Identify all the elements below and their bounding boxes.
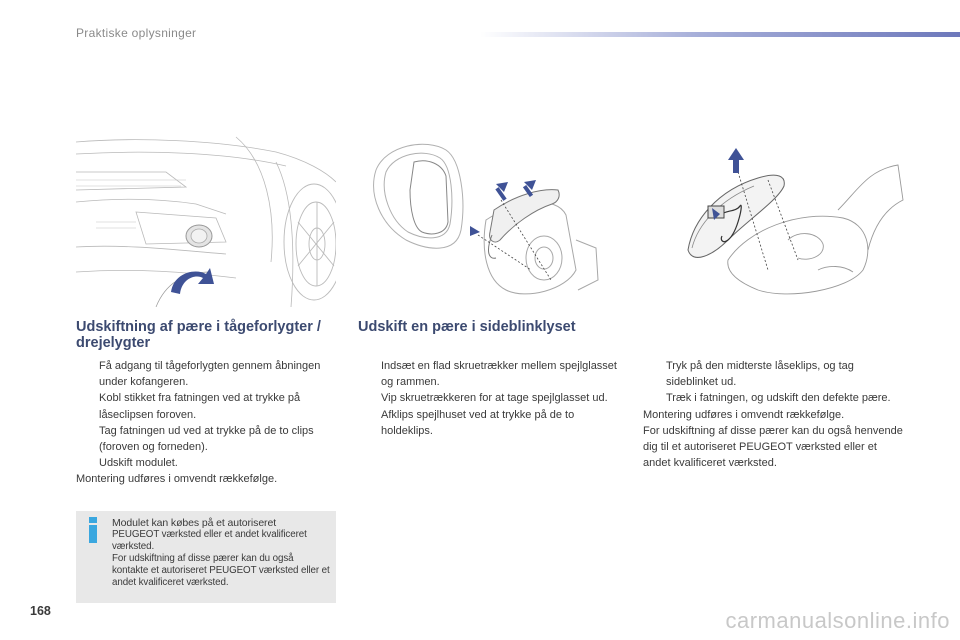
instruction-step: Afklips spejlhuset ved at trykke på de to holdeklips. (381, 408, 575, 437)
instruction-step: Træk i fatningen, og udskift den defekte pære. (666, 392, 891, 405)
side-indicator-heading: Udskift en pære i sideblinklyset (358, 319, 576, 335)
side-indicator-instructions-a (358, 358, 624, 439)
fog-lamp-instructions (76, 358, 338, 488)
instruction-step: Vip skruetrækkeren for at tage spejlglasset ud. (381, 392, 608, 405)
instruction-step: Indsæt en flad skruetrækker mellem spejlglasset og rammen. (381, 360, 617, 389)
side-indicator-illustration (668, 140, 908, 305)
info-icon (87, 517, 99, 543)
instruction-step: Få adgang til tågeforlygten gennem åbningen under kofangeren. (99, 360, 321, 389)
instruction-step: Udskift modulet. (99, 457, 178, 470)
info-box (76, 511, 336, 603)
fog-lamp-illustration (76, 132, 336, 307)
page-number: 168 (30, 604, 51, 618)
reassembly-note: Montering udføres i omvendt rækkefølge. (643, 408, 845, 421)
instruction-step: Kobl stikket fra fatningen ved at trykke på låseclipsen foroven. (99, 392, 301, 421)
info-text: Modulet kan købes på et autoriseret PEUGEOT værksted eller et andet kvalificeret værksted. For udskiftning af disse pærer kan du også kontakte et autoriseret PEUGEOT værksted eller et andet kvalificeret værksted. (112, 517, 330, 588)
section-title: Praktiske oplysninger (76, 26, 197, 40)
workshop-note: For udskiftning af disse pærer kan du også henvende dig til et autoriseret PEUGEOT værksted eller et andet kvalificeret værksted. (643, 424, 903, 470)
side-indicator-instructions-b (643, 358, 905, 471)
fog-lamp-heading: Udskiftning af pære i tågeforlygter / drejelygter (76, 319, 321, 351)
mirror-glass-illustration (366, 140, 626, 305)
instruction-step: Tryk på den midterste låseklips, og tag sideblinket ud. (666, 360, 854, 389)
watermark: carmanualsonline.info (725, 608, 950, 633)
instruction-step: Tag fatningen ud ved at trykke på de to clips (foroven og forneden). (99, 424, 314, 454)
reassembly-note: Montering udføres i omvendt rækkefølge. (76, 473, 278, 486)
header-gradient-bar (480, 32, 960, 37)
